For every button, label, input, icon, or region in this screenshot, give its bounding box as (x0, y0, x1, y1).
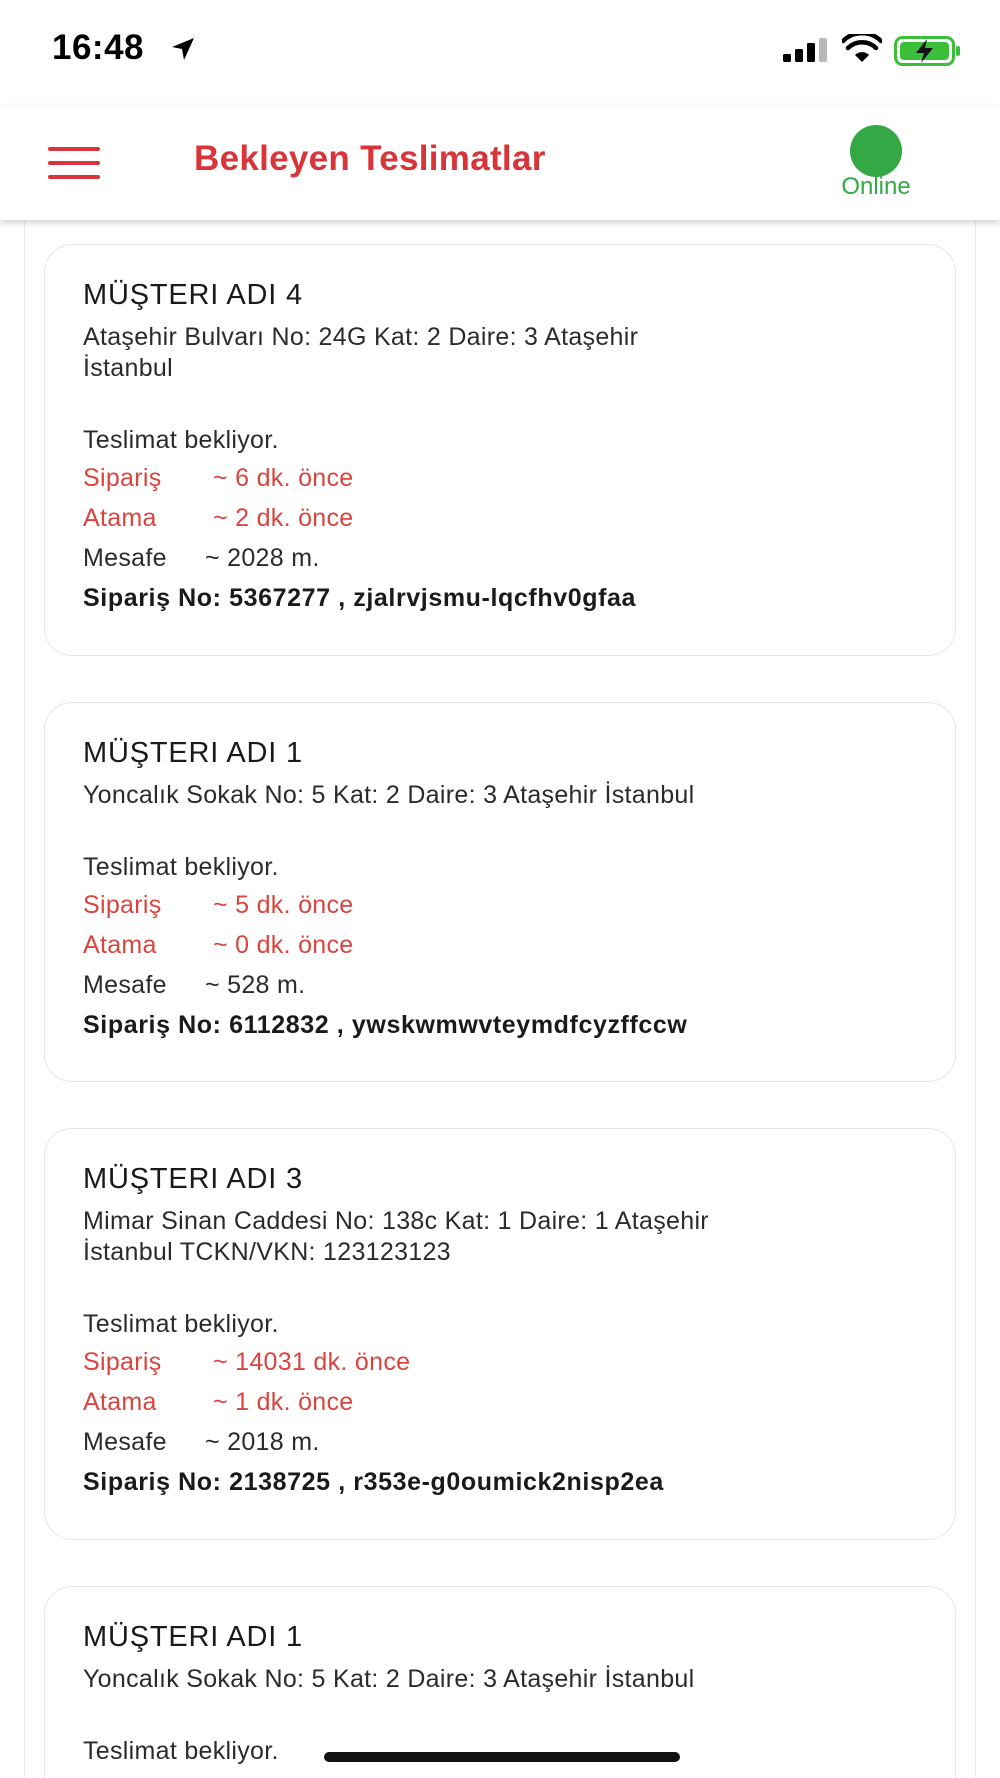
customer-name: MÜŞTERI ADI 1 (83, 1621, 303, 1653)
location-arrow-icon (170, 36, 196, 62)
order-time: ~ 14031 dk. önce (213, 1348, 411, 1376)
distance-label: Mesafe (83, 971, 167, 999)
distance-label: Mesafe (83, 1428, 167, 1456)
delivery-card[interactable] (44, 702, 956, 1082)
signal-icon (783, 38, 829, 62)
delivery-list[interactable] (0, 220, 1000, 1778)
order-time-row (83, 1342, 917, 1382)
address-line: İstanbul (83, 354, 173, 382)
distance-row (83, 965, 917, 1005)
order-label: Sipariş (83, 464, 162, 492)
assign-label: Atama (83, 504, 157, 532)
delivery-card[interactable] (44, 1128, 956, 1540)
distance-row (83, 1422, 917, 1462)
status-bar (0, 0, 1000, 105)
assign-time: ~ 1 dk. önce (213, 1388, 354, 1416)
delivery-status: Teslimat bekliyor. (83, 853, 279, 881)
address-line: Yoncalık Sokak No: 5 Kat: 2 Daire: 3 Ataşehir İstanbul (83, 1665, 695, 1693)
assign-time-row (83, 498, 917, 538)
battery-charging-icon (894, 36, 962, 66)
delivery-status: Teslimat bekliyor. (83, 1737, 279, 1765)
online-status-dot[interactable] (850, 125, 902, 177)
online-status-label: Online (841, 173, 911, 200)
delivery-card[interactable] (44, 1586, 956, 1778)
order-time: ~ 5 dk. önce (213, 891, 354, 919)
page-title: Bekleyen Teslimatlar (194, 139, 546, 178)
customer-name: MÜŞTERI ADI 1 (83, 737, 303, 769)
assign-time-row (83, 925, 917, 965)
address-line: İstanbul TCKN/VKN: 123123123 (83, 1238, 451, 1266)
customer-address (83, 322, 917, 384)
order-label: Sipariş (83, 1348, 162, 1376)
order-number: Sipariş No: 6112832 , ywskwmwvteymdfcyzffccw (83, 1011, 688, 1039)
assign-label: Atama (83, 1388, 157, 1416)
assign-label: Atama (83, 931, 157, 959)
customer-address (83, 780, 917, 811)
order-label: Sipariş (83, 891, 162, 919)
home-indicator[interactable] (324, 1752, 680, 1762)
customer-address (83, 1206, 917, 1268)
assign-time: ~ 0 dk. önce (213, 931, 354, 959)
order-time: ~ 6 dk. önce (213, 464, 354, 492)
order-number: Sipariş No: 2138725 , r353e-g0oumick2nisp2ea (83, 1468, 664, 1496)
address-line: Yoncalık Sokak No: 5 Kat: 2 Daire: 3 Ataşehir İstanbul (83, 781, 695, 809)
delivery-status: Teslimat bekliyor. (83, 1310, 279, 1338)
order-time-row (83, 885, 917, 925)
status-time: 16:48 (52, 28, 145, 67)
wifi-icon (842, 34, 882, 64)
distance-value: ~ 2018 m. (205, 1428, 320, 1456)
distance-value: ~ 2028 m. (205, 544, 320, 572)
distance-value: ~ 528 m. (205, 971, 306, 999)
menu-icon[interactable] (48, 143, 100, 183)
order-number: Sipariş No: 5367277 , zjalrvjsmu-lqcfhv0gfaa (83, 584, 637, 612)
customer-name: MÜŞTERI ADI 4 (83, 279, 303, 311)
assign-time-row (83, 1382, 917, 1422)
assign-time: ~ 2 dk. önce (213, 504, 354, 532)
customer-name: MÜŞTERI ADI 3 (83, 1163, 303, 1195)
distance-row (83, 538, 917, 578)
address-line: Mimar Sinan Caddesi No: 138c Kat: 1 Daire: 1 Ataşehir (83, 1207, 709, 1235)
address-line: Ataşehir Bulvarı No: 24G Kat: 2 Daire: 3 Ataşehir (83, 323, 639, 351)
order-time-row (83, 458, 917, 498)
delivery-status: Teslimat bekliyor. (83, 426, 279, 454)
delivery-card[interactable] (44, 244, 956, 656)
distance-label: Mesafe (83, 544, 167, 572)
customer-address (83, 1664, 917, 1695)
app-bar (0, 105, 1000, 220)
